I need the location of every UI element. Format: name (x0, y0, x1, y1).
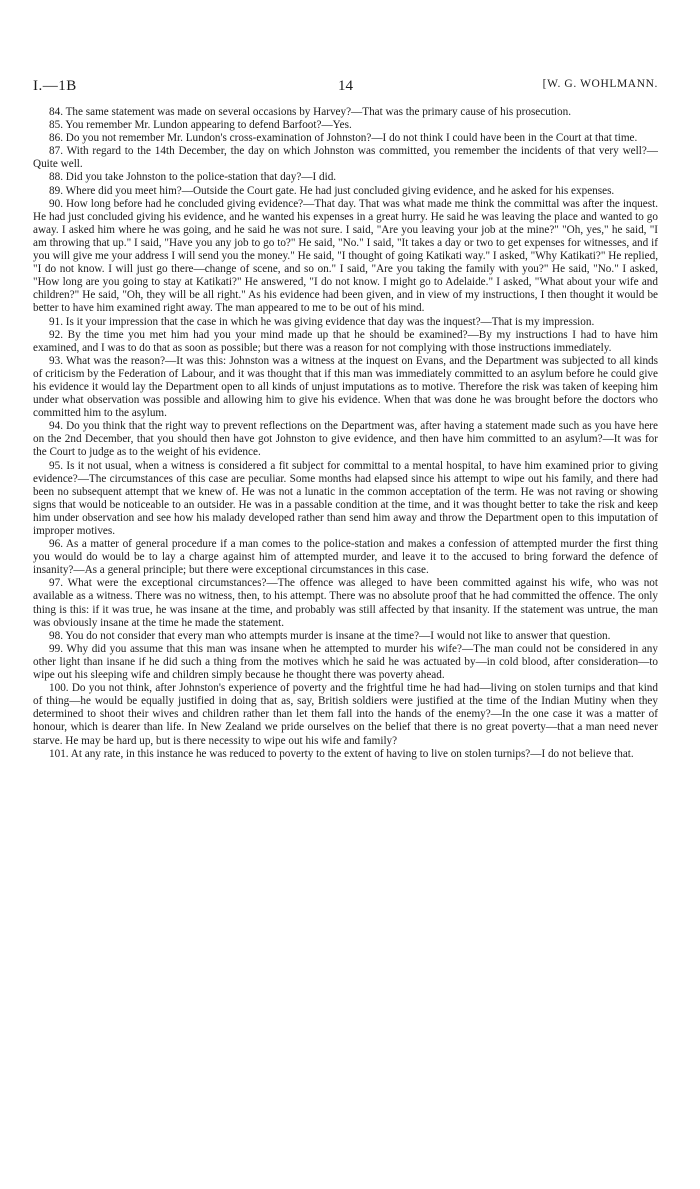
question-99: 99. Why did you assume that this man was insane when he attempted to murder his wife?—The man could not be considered in any other light than insane if he did such a thing from the motives which he said he was actuated by—in cold blood, after consideration—to wipe out his sleeping wife and children simply because he thought there was poverty ahead. (33, 642, 658, 682)
question-85: 85. You remember Mr. Lundon appearing to defend Barfoot?—Yes. (49, 119, 352, 132)
question-86: 86. Do you not remember Mr. Lundon's cross-examination of Johnston?—I do not think I could have been in the Court at that time. (49, 132, 638, 145)
question-94: 94. Do you think that the right way to prevent reflections on the Department was, after having a statement made such as you have here on the 2nd December, that you should then have got Johnston to give evidence, and then have him committed to an asylum?—It was for the Court to judge as to the weight of his evidence. (33, 420, 658, 459)
question-92: 92. By the time you met him had you your mind made up that he should be examined?—By my instructions I had to have him examined, and I was to do that as soon as possible; but there was a reason for not complying with those instructions immediately. (33, 328, 658, 354)
witness-name: [W. G. WOHLMANN. (542, 78, 658, 90)
question-101: 101. At any rate, in this instance he was reduced to poverty to the extent of having to live on stolen turnips?—I do not believe that. (49, 747, 634, 760)
question-91: 91. Is it your impression that the case in which he was giving evidence that day was the inquest?—That is my impression. (49, 315, 595, 328)
question-93: 93. What was the reason?—It was this: Johnston was a witness at the inquest on Evans, and the Department was subjected to all kinds of criticism by the Federation of Labour, and it was thought that if this man was immediately committed to an asylum before he could give his evidence it would lay the Department open to all kinds of unjust imputations as to motive. Therefore the risk was taken of keeping him under what observation was possible and allowing him to give his evidence. When that was done he was brought before the doctors who committed him to the asylum. (33, 354, 658, 420)
paper-reference: I.—1B (33, 78, 77, 94)
question-95: 95. Is it not usual, when a witness is considered a fit subject for committal to a mental hospital, to have him examined prior to giving evidence?—The circumstances of this case are peculiar. Some months had elapsed since his attempt to wipe out his family, and there had been no subsequent attempt that we knew of. He was not a lunatic in the common acceptation of the term. He was not raving or showing signs that would be noticeable to an outsider. He was in a passable condition at the time, and it was thought better to take the risk and keep him under observation and see how his malady developed rather than send him away and throw the Department open to this imputation of improper motives. (33, 459, 658, 537)
question-97: 97. What were the exceptional circumstances?—The offence was alleged to have been committed against his wife, who was not available as a witness. There was no witness, then, to his attempt. There was no absolute proof that he had committed the offence. The only thing is this: if it was true, he was insane at the time, and probably was still affected by that insanity. If the statement was untrue, the man was obviously insane at the time he made the statement. (33, 577, 658, 629)
evidence-body (33, 106, 658, 761)
question-98: 98. You do not consider that every man who attempts murder is insane at the time?—I would not like to answer that question. (49, 629, 611, 642)
question-84: 84. The same statement was made on several occasions by Harvey?—That was the primary cause of his prosecution. (49, 106, 572, 118)
page-number: 14 (338, 78, 353, 94)
question-88: 88. Did you take Johnston to the police-station that day?—I did. (49, 171, 337, 184)
question-89: 89. Where did you meet him?—Outside the Court gate. He had just concluded giving evidence, and he asked for his expenses. (49, 184, 615, 197)
question-90: 90. How long before had he concluded giving evidence?—That day. That was what made me think the committal was after the inquest. He had just concluded giving his evidence, and he wanted his expenses in a great hurry. He said he was leaving the place and wanted to go away. I asked him where he was going, and he said he was not sure. I said, "Are you leaving your job at the mine?" "Oh, yes," he said, "I am throwing that up." I said, "Have you any job to go to?" He said, "No." I said, "It takes a day or two to get expenses for witnesses, and if you will give me your address I will send you the money." He said, "I thought of going Katikati way." I asked, "Why Katikati?" He replied, "I do not know. I will just go there—change of scene, and so on." I said, "Are you taking the family with you?" He said, "No." I asked, "How long are you going to stay at Katikati?" He answered, "I do not know. I might go to Adelaide." I asked, "What about your wife and children?" He said, "Oh, they will be all right." As his evidence had been given, and in view of my instructions, I then thought it would be better to have him examined right away. The man appeared to me to be out of his mind. (33, 197, 658, 315)
question-87: 87. With regard to the 14th December, the day on which Johnston was committed, you remember the incidents of that very well?—Quite well. (33, 145, 658, 171)
running-header (33, 78, 658, 98)
question-96: 96. As a matter of general procedure if a man comes to the police-station and makes a confession of attempted murder the first thing you would do would be to lay a charge against him of attempted murder, and leave it to the accused to bring forward the defence of insanity?—As a general principle; but there were exceptional circumstances in this case. (33, 538, 658, 577)
question-100: 100. Do you not think, after Johnston's experience of poverty and the frightful time he had had—living on stolen turnips and that kind of thing—he would be equally justified in doing that as, say, British soldiers were justified at the time of the Indian Mutiny when they determined to shoot their wives and children rather than let them fall into the hands of the enemy?—In the one case it was a matter of honour, which is dearer than life. In New Zealand we pride ourselves on the belief that there is no great poverty—that a man need never starve. He may be hard up, but is there necessity to wipe out his wife and family? (33, 682, 658, 747)
